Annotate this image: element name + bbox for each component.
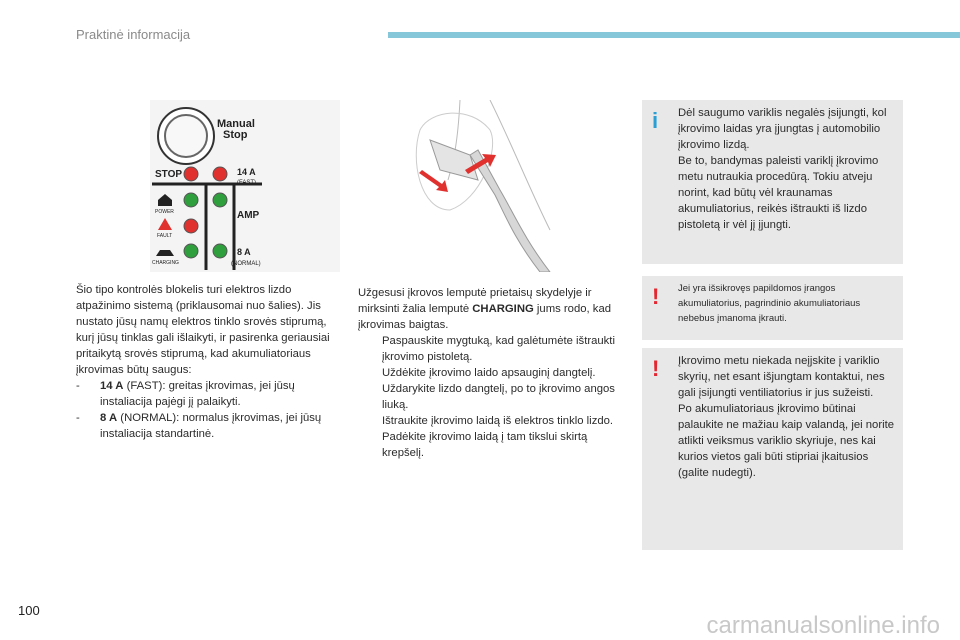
amp-14-sublabel: (FAST) bbox=[237, 180, 256, 186]
warning-icon: ! bbox=[652, 356, 660, 381]
warning-icon: ! bbox=[652, 284, 660, 309]
list-item-text: (NORMAL): normalus įkrovimas, jei jūsų instaliacija standartinė. bbox=[100, 412, 322, 440]
warning-note-text: Įkrovimo metu niekada neįjskite į variklio skyrių, net esant išjungtam kontaktui, nes gali įsijungti ventiliatorius ir jus sužeisti. Po akumuliatoriaus įkrovimo būtinai palaukite ne mažiau kaip valandą, jei norite atlikti veiksmus variklio skyriuje, nes kai kurios vietos gali būti stipriai įkaitusios (galite nudegti). bbox=[678, 355, 895, 479]
info-icon: i bbox=[652, 108, 659, 133]
amp-label: AMP bbox=[237, 210, 260, 221]
stop-label: STOP bbox=[155, 169, 183, 180]
fault-led-red bbox=[184, 219, 198, 233]
charging-term: CHARGING bbox=[472, 303, 534, 315]
power-icon bbox=[158, 194, 172, 206]
warning-note-text: Jei yra išsikrovęs papildomos įrangos akumuliatorius, pagrindinio akumuliatoriaus nebebus įmanoma įkrauti. bbox=[678, 283, 861, 324]
charging-end-instructions bbox=[358, 285, 620, 461]
stop-led-red bbox=[184, 167, 198, 181]
info-note-text: Dėl saugumo variklis negalės įsijungti, kol įkrovimo laidas yra įjungtas į automobilio įkrovimo lizdą. Be to, bandymas paleisti variklį įkrovimo metu nutraukia procedūrą. Tokiu atveju norint, kad būtų vėl kraunamas akumuliatorius, reikės ištraukti iš lizdo pistoletą ir vėl jį įjungti. bbox=[678, 107, 887, 231]
warning-note-box bbox=[642, 348, 903, 550]
fault-label: FAULT bbox=[157, 233, 173, 239]
step-text: Paspauskite mygtuką, kad galėtumėte ištraukti įkrovimo pistoletą. bbox=[382, 335, 615, 363]
manual-stop-label: Manual bbox=[217, 118, 255, 130]
list-item bbox=[76, 378, 338, 410]
power-label: POWER bbox=[155, 209, 174, 215]
warning-note-box bbox=[642, 276, 903, 340]
amp-14-led-red bbox=[213, 167, 227, 181]
step-text: Padėkite įkrovimo laidą į tam tikslui skirtą krepšelį. bbox=[382, 431, 588, 459]
page-section-title: Praktinė informacija bbox=[76, 27, 191, 42]
charging-led-green bbox=[184, 244, 198, 258]
step-item bbox=[358, 333, 620, 365]
list-item-bold: 14 A bbox=[100, 380, 124, 392]
fault-warning-icon bbox=[158, 218, 172, 230]
watermark: carmanualsonline.info bbox=[706, 612, 940, 639]
list-dash: - bbox=[76, 380, 80, 392]
amp-8-sublabel: (NORMAL) bbox=[231, 261, 261, 267]
list-item-bold: 8 A bbox=[100, 412, 118, 424]
step-item bbox=[358, 365, 620, 381]
step-item bbox=[358, 429, 620, 461]
step-text: Ištraukite įkrovimo laidą iš elektros tinklo lizdo. bbox=[382, 415, 614, 427]
charging-gun-illustration bbox=[400, 100, 560, 272]
intro-text-end: jums rodo, kad įkrovimas baigtas. bbox=[358, 303, 612, 331]
amp-8-label: 8 A bbox=[237, 247, 251, 257]
power-led-green bbox=[184, 193, 198, 207]
charging-label: CHARGING bbox=[152, 260, 179, 266]
step-item bbox=[358, 381, 620, 413]
amp-14-label: 14 A bbox=[237, 167, 256, 177]
control-box-description bbox=[76, 282, 338, 442]
car-icon bbox=[156, 250, 174, 256]
intro-paragraph bbox=[358, 285, 620, 333]
list-item bbox=[76, 410, 338, 442]
manual-stop-button bbox=[158, 108, 214, 164]
step-item bbox=[358, 413, 620, 429]
intro-text: Užgesusi įkrovos lemputė prietaisų skydelyje ir mirksinti žalia lemputė bbox=[358, 287, 592, 315]
manual-stop-label-2: Stop bbox=[223, 129, 248, 141]
amp-8-led-green bbox=[213, 244, 227, 258]
info-note-box bbox=[642, 100, 903, 264]
step-text: Uždarykite lizdo dangtelį, po to įkrovimo angos liuką. bbox=[382, 383, 615, 411]
charging-control-box-illustration bbox=[150, 100, 340, 272]
header-accent-bar bbox=[388, 32, 960, 38]
pull-arrow-icon bbox=[419, 170, 448, 192]
amp-mid-led-green bbox=[213, 193, 227, 207]
page-number: 100 bbox=[18, 603, 40, 618]
list-dash: - bbox=[76, 412, 80, 424]
list-item-text: (FAST): greitas įkrovimas, jei jūsų instaliacija pajėgi jį palaikyti. bbox=[100, 380, 295, 408]
intro-paragraph: Šio tipo kontrolės blokelis turi elektros lizdo atpažinimo sistemą (priklausomai nuo šalies). Jis nustato jūsų namų elektros tinklo srovės stiprumą, kurį jūsų tinklas gali išlaikyti, ir pasirenka geriausiai pritaikytą srovės stiprumą, kad akumuliatoriaus įkrovimas būtų saugus: bbox=[76, 284, 330, 376]
step-text: Uždėkite įkrovimo laido apsauginį dangtelį. bbox=[382, 367, 596, 379]
